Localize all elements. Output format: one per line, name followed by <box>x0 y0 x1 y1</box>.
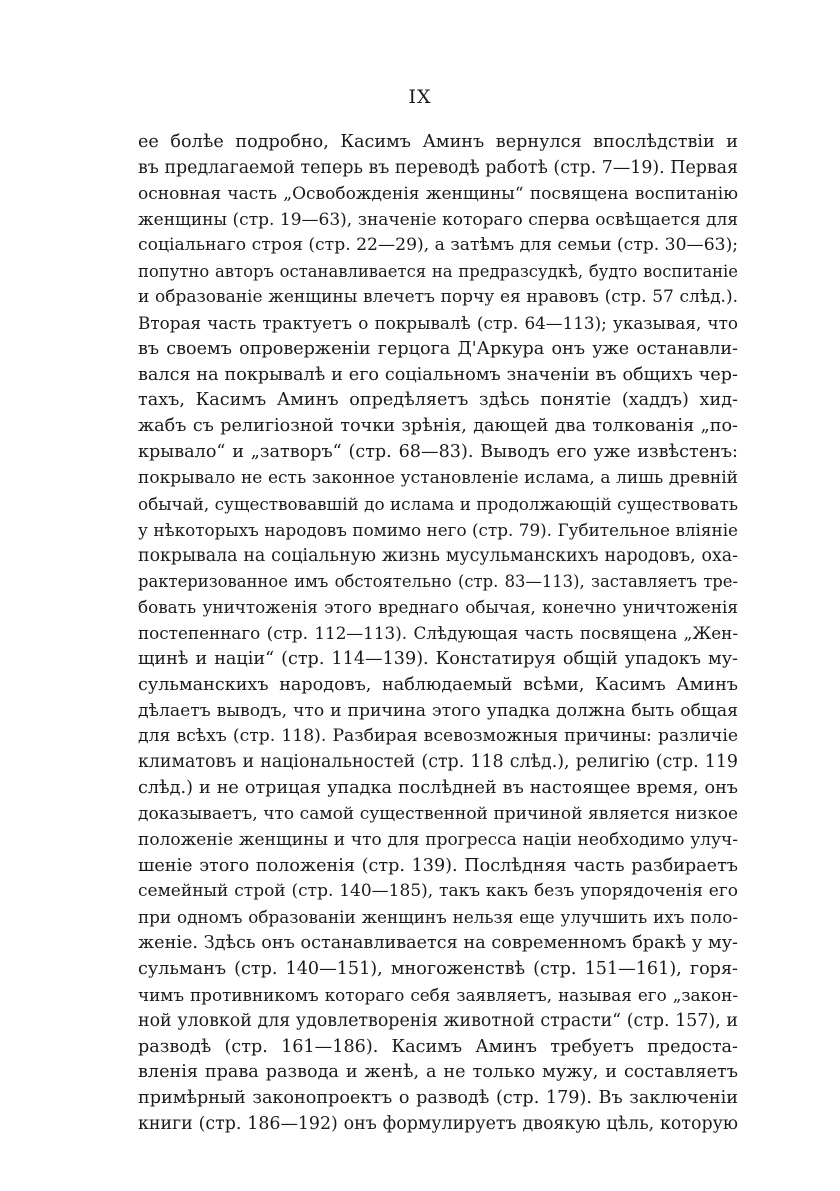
text-line: климатовъ и національностей (стр. 118 слѣд.), религію (стр. 119 <box>138 752 738 773</box>
text-line: покрывала на соціальную жизнь мусульманскихъ народовъ, оха- <box>138 545 738 566</box>
text-line: ее болѣе подробно, Касимъ Аминъ вернулся впослѣдствіи и <box>138 132 738 152</box>
text-line: женіе. Здѣсь онъ останавливается на современномъ бракѣ у му- <box>138 933 738 954</box>
text-line: покрывало не есть законное установленіе ислама, а лишь древній <box>138 467 738 488</box>
text-line: разводѣ (стр. 161—186). Касимъ Аминъ требуетъ предоста- <box>138 1036 738 1057</box>
text-line: слѣд.) и не отрицая упадка послѣдней въ настоящее время, онъ <box>138 778 738 799</box>
text-line: бовать уничтоженія этого вреднаго обычая, конечно уничтоженія <box>138 597 738 618</box>
text-line: тахъ, Касимъ Аминъ опредѣляетъ здѣсь понятіе (хаддъ) хид- <box>138 390 738 411</box>
text-line: чимъ противникомъ котораго себя заявляетъ, называя его „закон- <box>138 984 738 1005</box>
text-line: у нѣкоторыхъ народовъ помимо него (стр. 79). Губительное вліяніе <box>138 519 738 540</box>
text-line: соціальнаго строя (стр. 22—29), а затѣмъ для семьи (стр. 30—63); <box>138 235 738 256</box>
text-line: Вторая часть трактуетъ о покрывалѣ (стр. 64—113); указывая, что <box>138 312 738 333</box>
text-line: вленія права развода и женѣ, а не только мужу, и составляетъ <box>138 1062 738 1083</box>
text-line: сульманъ (стр. 140—151), многоженствѣ (стр. 151—161), горя- <box>138 959 738 979</box>
text-line: въ своемъ опроверженіи герцога Д'Аркура онъ уже останавли- <box>138 338 738 359</box>
text-line: доказываетъ, что самой существенной причиной является низкое <box>138 803 738 824</box>
text-line: жабъ съ религіозной точки зрѣнія, дающей два толкованія „по- <box>138 416 738 437</box>
text-line: постепеннаго (стр. 112—113). Слѣдующая часть посвящена „Жен- <box>138 623 738 644</box>
body-text <box>138 130 738 1138</box>
text-line: дѣлаетъ выводъ, что и причина этого упадка должна быть общая <box>138 700 738 721</box>
text-line: книги (стр. 186—192) онъ формулируетъ двоякую цѣль, которую <box>138 1114 738 1135</box>
text-line: основная часть „Освобожденія женщины“ посвящена воспитанію <box>138 183 738 204</box>
text-line: въ предлагаемой теперь въ переводѣ работѣ (стр. 7—19). Первая <box>138 157 738 178</box>
text-line: для всѣхъ (стр. 118). Разбирая всевозможныя причины: различіе <box>138 726 738 747</box>
text-line: при одномъ образованіи женщинъ нельзя еще улучшить ихъ поло- <box>138 907 738 928</box>
text-line: ной уловкой для удовлетворенія животной страсти“ (стр. 157), и <box>138 1010 738 1031</box>
text-line: вался на покрывалѣ и его соціальномъ значеніи въ общихъ чер- <box>138 364 738 385</box>
page-number: IX <box>408 86 432 108</box>
text-line: женщины (стр. 19—63), значеніе котораго сперва освѣщается для <box>138 209 738 230</box>
text-line: сульманскихъ народовъ, наблюдаемый всѣми, Касимъ Аминъ <box>138 674 738 695</box>
text-line: рактеризованное имъ обстоятельно (стр. 83—113), заставляетъ тре- <box>138 572 738 592</box>
text-line: обычай, существовавшій до ислама и продолжающій существовать <box>138 493 738 514</box>
text-line: и образованіе женщины влечетъ порчу ея нравовъ (стр. 57 слѣд.). <box>138 287 738 308</box>
text-line: крывало“ и „затворъ“ (стр. 68—83). Выводъ его уже извѣстенъ: <box>138 442 738 463</box>
text-line: попутно авторъ останавливается на предразсудкѣ, будто воспитаніе <box>138 262 738 282</box>
text-line: шеніе этого положенія (стр. 139). Послѣдняя часть разбираетъ <box>138 855 738 876</box>
text-line: щинѣ и націи“ (стр. 114—139). Констатируя общій упадокъ му- <box>138 648 738 669</box>
text-line: семейный строй (стр. 140—185), такъ какъ безъ упорядоченія его <box>138 881 738 902</box>
text-line: положеніе женщины и что для прогресса націи необходимо улуч- <box>138 829 738 850</box>
text-line: примѣрный законопроектъ о разводѣ (стр. 179). Въ заключеніи <box>138 1088 738 1109</box>
